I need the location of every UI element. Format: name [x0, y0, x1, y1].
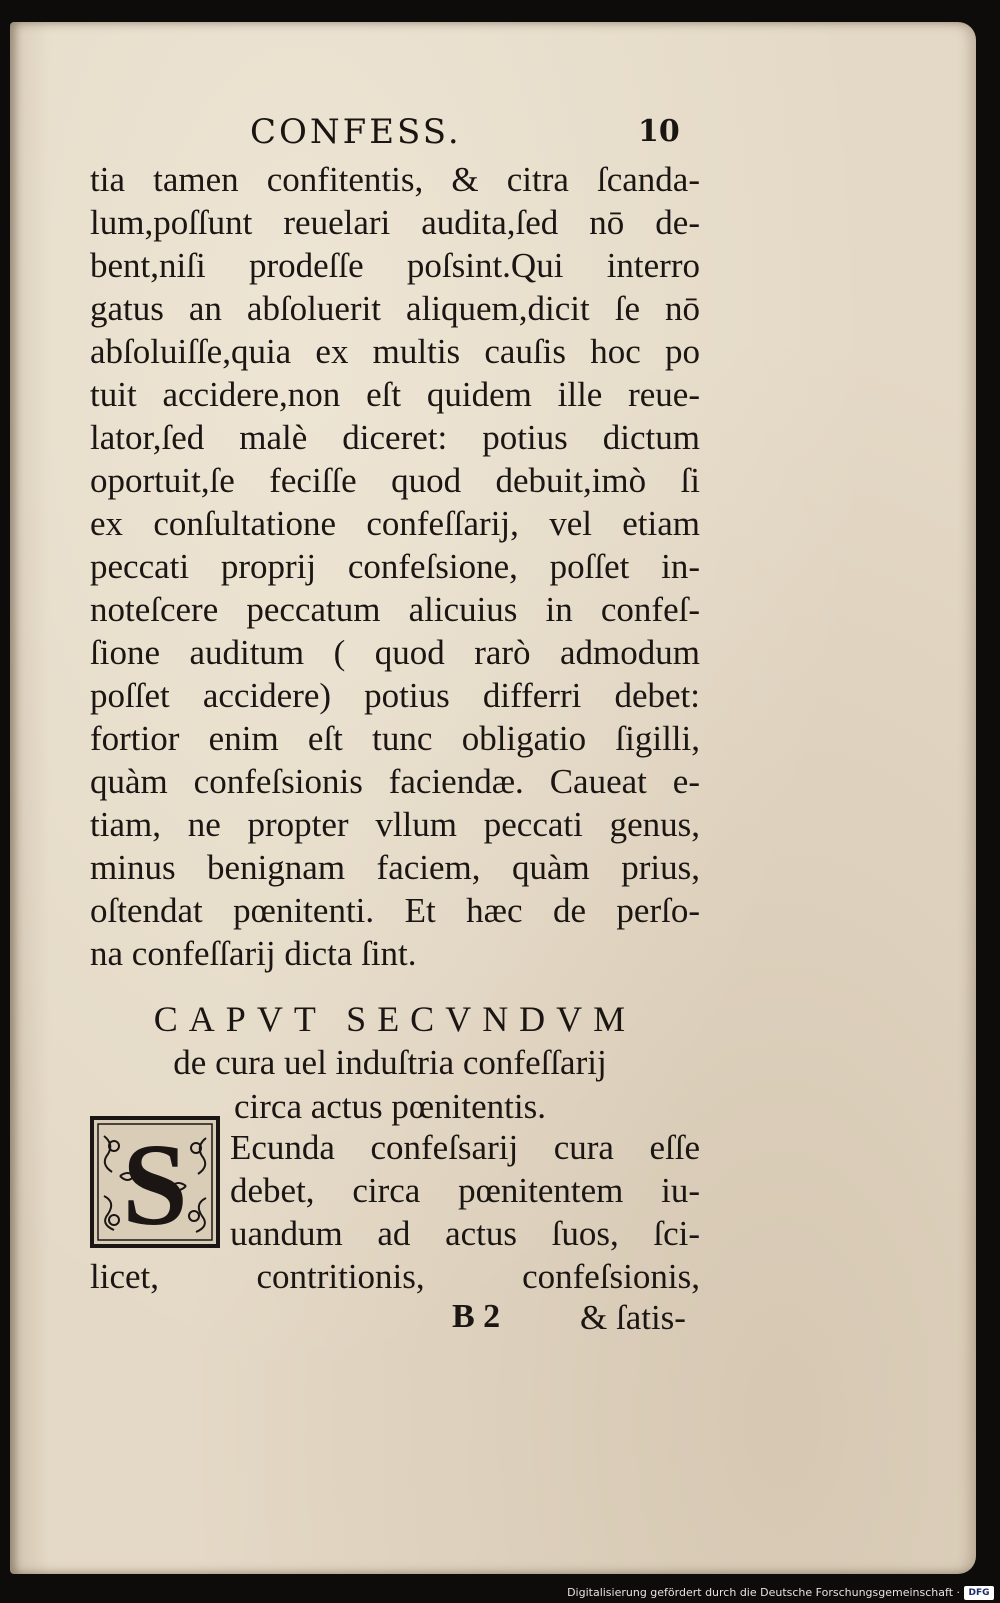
initial-letter: S — [122, 1119, 188, 1248]
chapter-title: CAPVT SECVNDVM — [153, 999, 637, 1039]
text-line: noteſcere peccatum alicuius in confeſ- — [90, 590, 700, 629]
text-line: tia tamen confitentis, & citra ſcanda- — [90, 160, 700, 199]
text-line: bent,niſi prodeſſe poſsint.Qui interro — [90, 246, 700, 285]
text-line: oſtendat pœnitenti. Et hæc de perſo- — [90, 891, 700, 930]
text-line: lum,poſſunt reuelari audita,ſed nō de- — [90, 203, 700, 242]
text-line: licet, contritionis, confeſsionis, — [90, 1257, 700, 1296]
paragraph-two — [80, 1126, 700, 1298]
chapter-subtitle-line: de cura uel induſtria confeſſarij — [173, 1043, 607, 1082]
text-line: poſſet accidere) potius differri debet: — [90, 676, 700, 715]
digitization-credit: Digitalisierung gefördert durch die Deutsche Forschungsgemeinschaft · — [567, 1586, 960, 1599]
text-line: abſoluiſſe,quia ex multis cauſis hoc po — [90, 332, 700, 371]
chapter-heading — [80, 997, 700, 1129]
book-page — [10, 22, 976, 1574]
text-line: oportuit,ſe feciſſe quod debuit,imò ſi — [90, 461, 700, 500]
folio-number: 10 — [638, 114, 680, 149]
body-text — [80, 158, 700, 975]
running-title: CONFESS. — [250, 112, 462, 152]
signature-mark: B 2 — [452, 1298, 501, 1335]
text-line: debet, circa pœnitentem iu- — [230, 1171, 700, 1210]
text-line: ſione auditum ( quod rarò admodum — [90, 633, 700, 672]
text-line: fortior enim eſt tunc obligatio ſigilli, — [90, 719, 700, 758]
dfg-logo: DFG — [964, 1586, 994, 1600]
catchword: & ſatis- — [580, 1298, 686, 1337]
text-line: na confeſſarij dicta ſint. — [90, 934, 417, 973]
text-line: ex conſultatione confeſſarij, vel etiam — [90, 504, 700, 543]
text-line: tiam, ne propter vllum peccati genus, — [90, 805, 700, 844]
text-line: gatus an abſoluerit aliquem,dicit ſe nō — [90, 289, 700, 328]
catchline — [80, 1298, 700, 1341]
text-line: minus benignam faciem, quàm prius, — [90, 848, 700, 887]
text-line: lator,ſed malè diceret: potius dictum — [90, 418, 700, 457]
text-line: uandum ad actus ſuos, ſci- — [230, 1214, 700, 1253]
chapter-subtitle-line: circa actus pœnitentis. — [234, 1087, 546, 1126]
text-line: tuit accidere,non eſt quidem ille reue- — [90, 375, 700, 414]
text-line: quàm confeſsionis faciendæ. Caueat e- — [90, 762, 700, 801]
text-line: peccati proprij confeſsione, poſſet in- — [90, 547, 700, 586]
running-head — [10, 112, 976, 156]
text-line: Ecunda confeſsarij cura eſſe — [230, 1128, 700, 1167]
